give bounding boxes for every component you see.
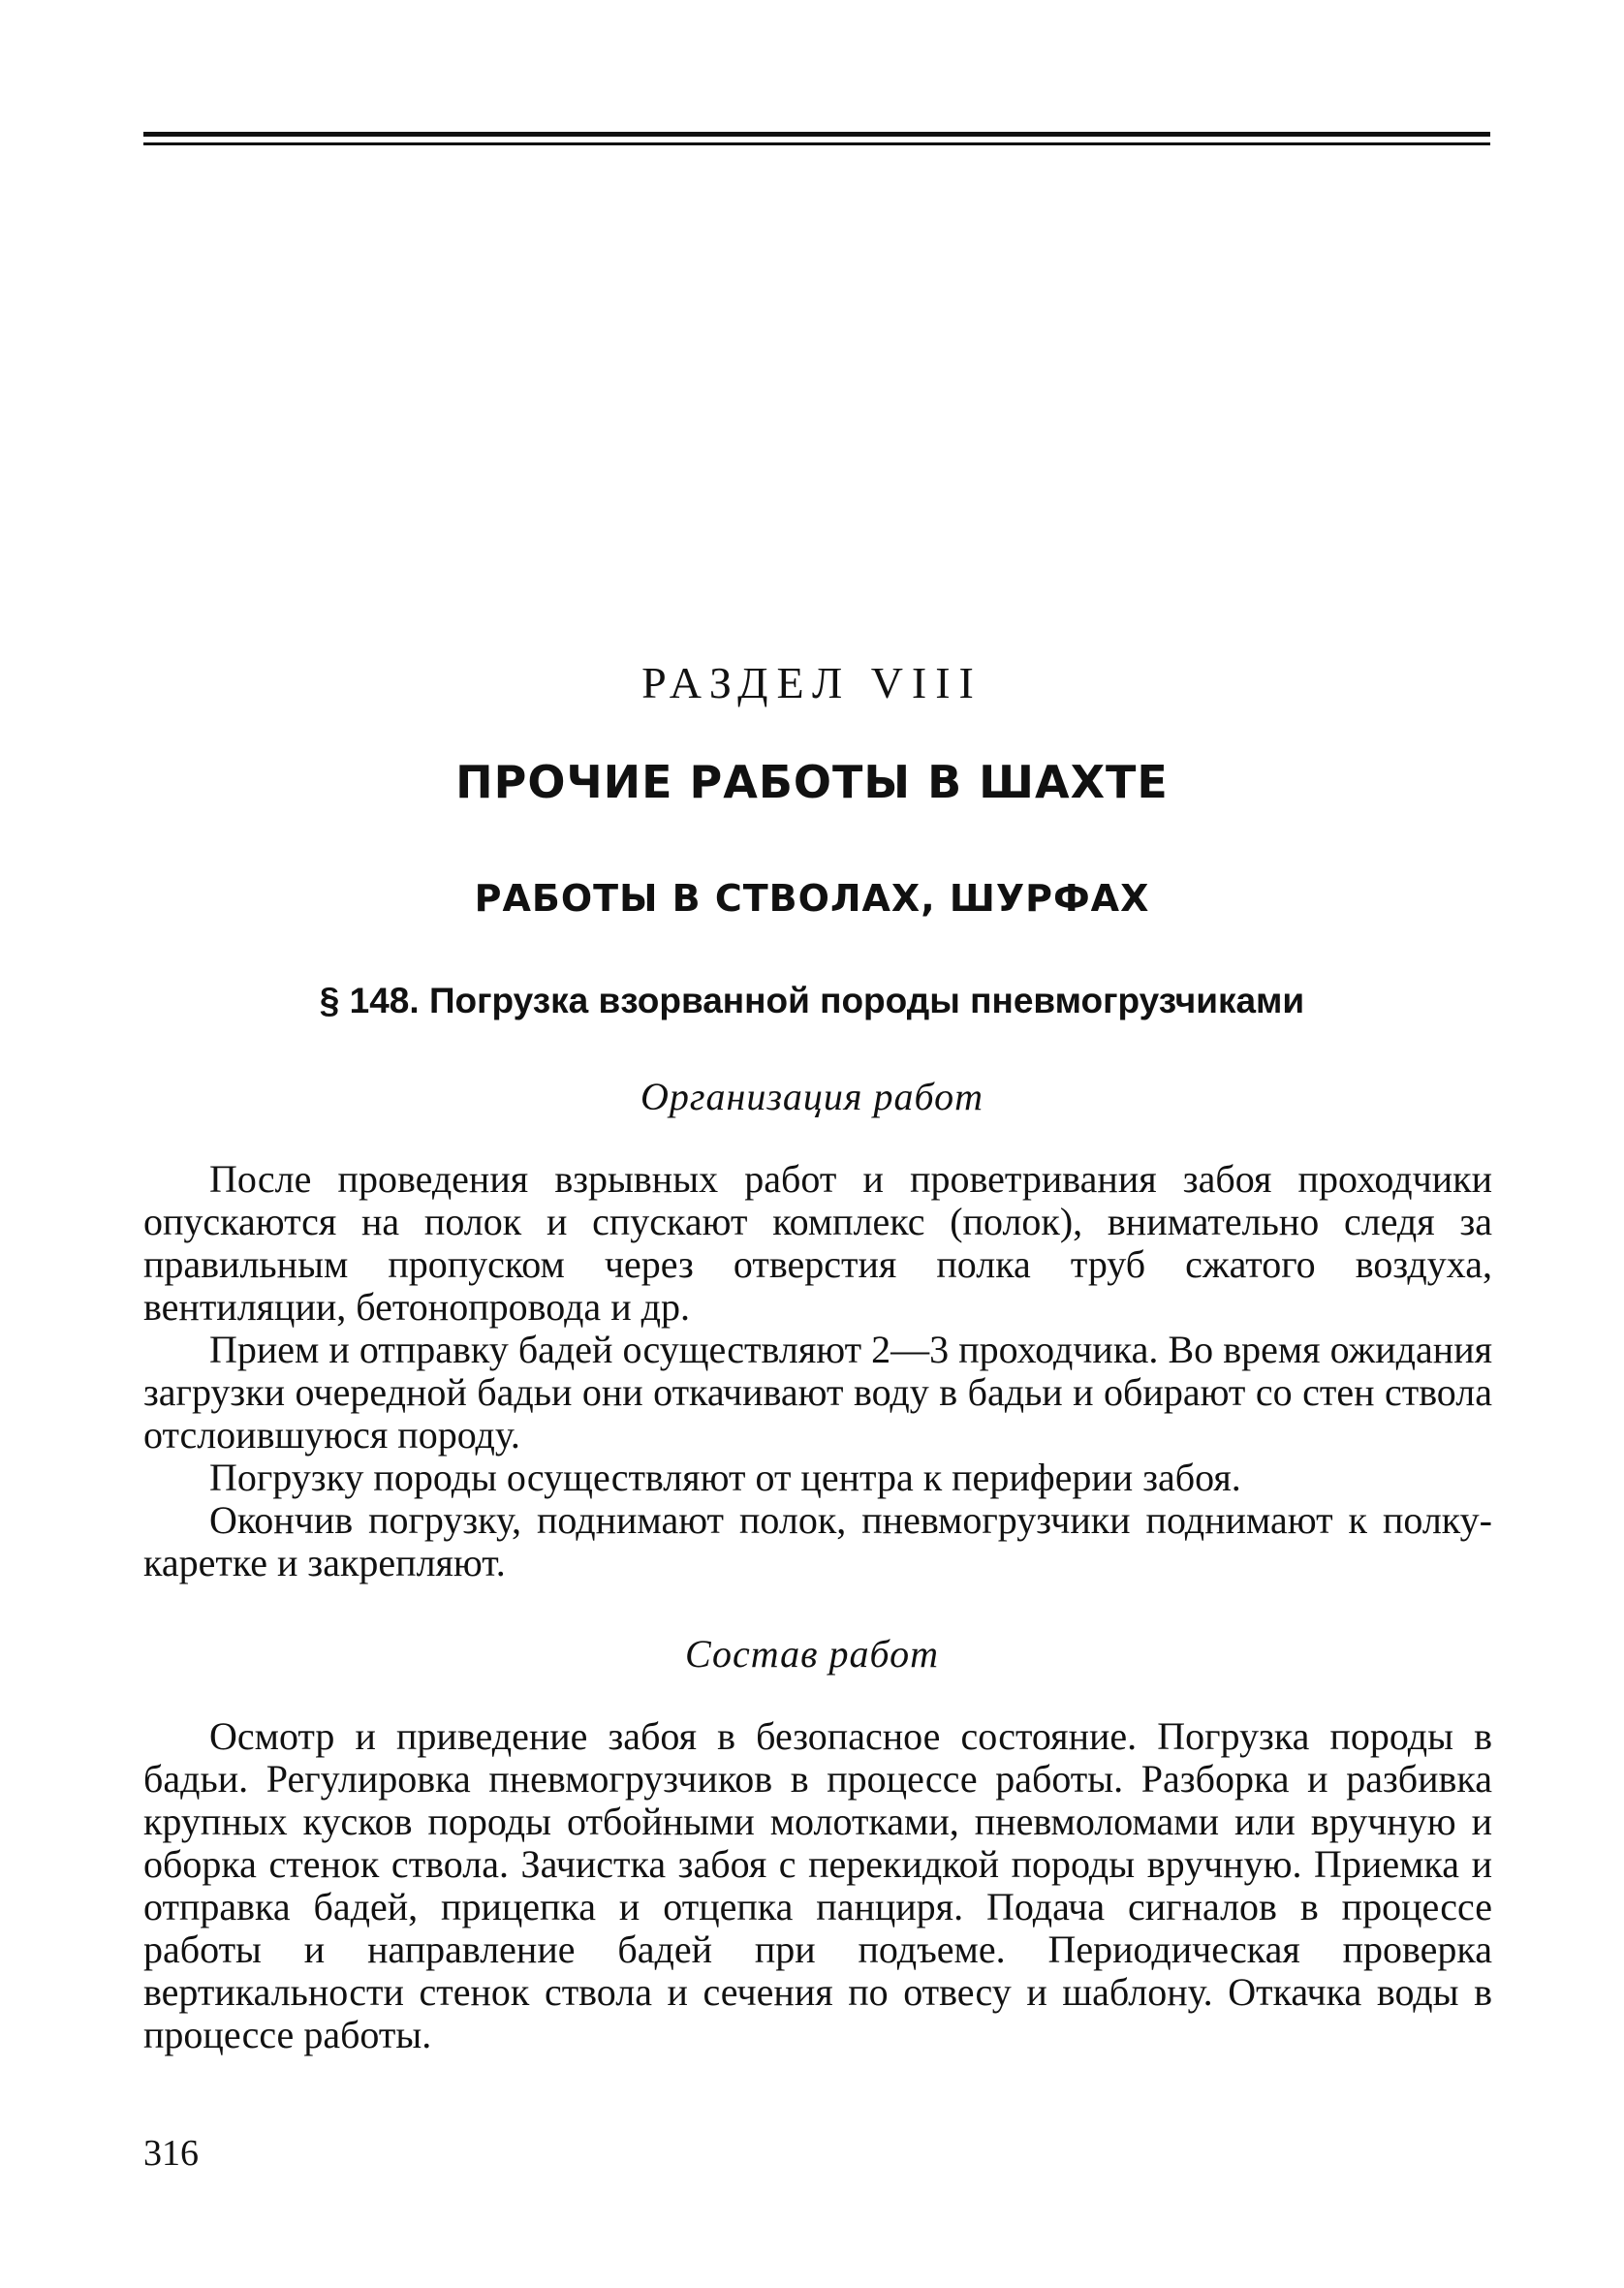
paragraph-title: § 148. Погрузка взорванной породы пневмогрузчиками [319,981,1305,1020]
organization-paragraph-4: Окончив погрузку, поднимают полок, пневмогрузчики поднимают к полку-каретке и закрепляют. [143,1498,1492,1584]
subsection-title: РАБОТЫ В СТВОЛАХ, ШУРФАХ [474,877,1150,920]
organization-paragraph-3: Погрузку породы осуществляют от центра к периферии забоя. [209,1456,1241,1499]
page-number: 316 [143,2133,199,2174]
composition-heading: Состав работ [685,1632,939,1676]
composition-paragraph-1: Осмотр и приведение забоя в безопасное состояние. Погрузка породы в бадьи. Регулировка пневмогрузчиков в процессе работы. Разборка и разбивка крупных кусков породы отбойными молотками, пневмоломами или вручную и оборка стенок ствола. Зачистка забоя с перекидкой породы вручную. Приемка и отправка бадей, прицепка и отцепка панциря. Подача сигналов в процессе работы и направление бадей при подъеме. Периодическая проверка вертикальности стенок ствола и сечения по отвесу и шаблону. Откачка воды в процессе работы. [143,1714,1492,2056]
section-label: РАЗДЕЛ VIII [641,658,983,707]
organization-paragraph-1: После проведения взрывных работ и проветривания забоя проходчики опускаются на полок и спускают комплекс (полок), внимательно следя за правильным пропуском через отверстия полка труб сжатого воздуха, вентиляции, бетонопровода и др. [143,1157,1492,1329]
organization-paragraph-2: Прием и отправку бадей осуществляют 2—3 проходчика. Во время ожидания загрузки очередной бадьи они откачивают воду в бадьи и обирают со стен ствола отслоившуюся породу. [143,1328,1492,1457]
organization-heading: Организация работ [640,1075,984,1118]
top-rule-thick [143,132,1490,137]
top-rule-thin [143,142,1490,145]
composition-text [143,1715,1492,2056]
organization-text [143,1158,1492,1584]
part-title: ПРОЧИЕ РАБОТЫ В ШАХТЕ [455,756,1169,808]
